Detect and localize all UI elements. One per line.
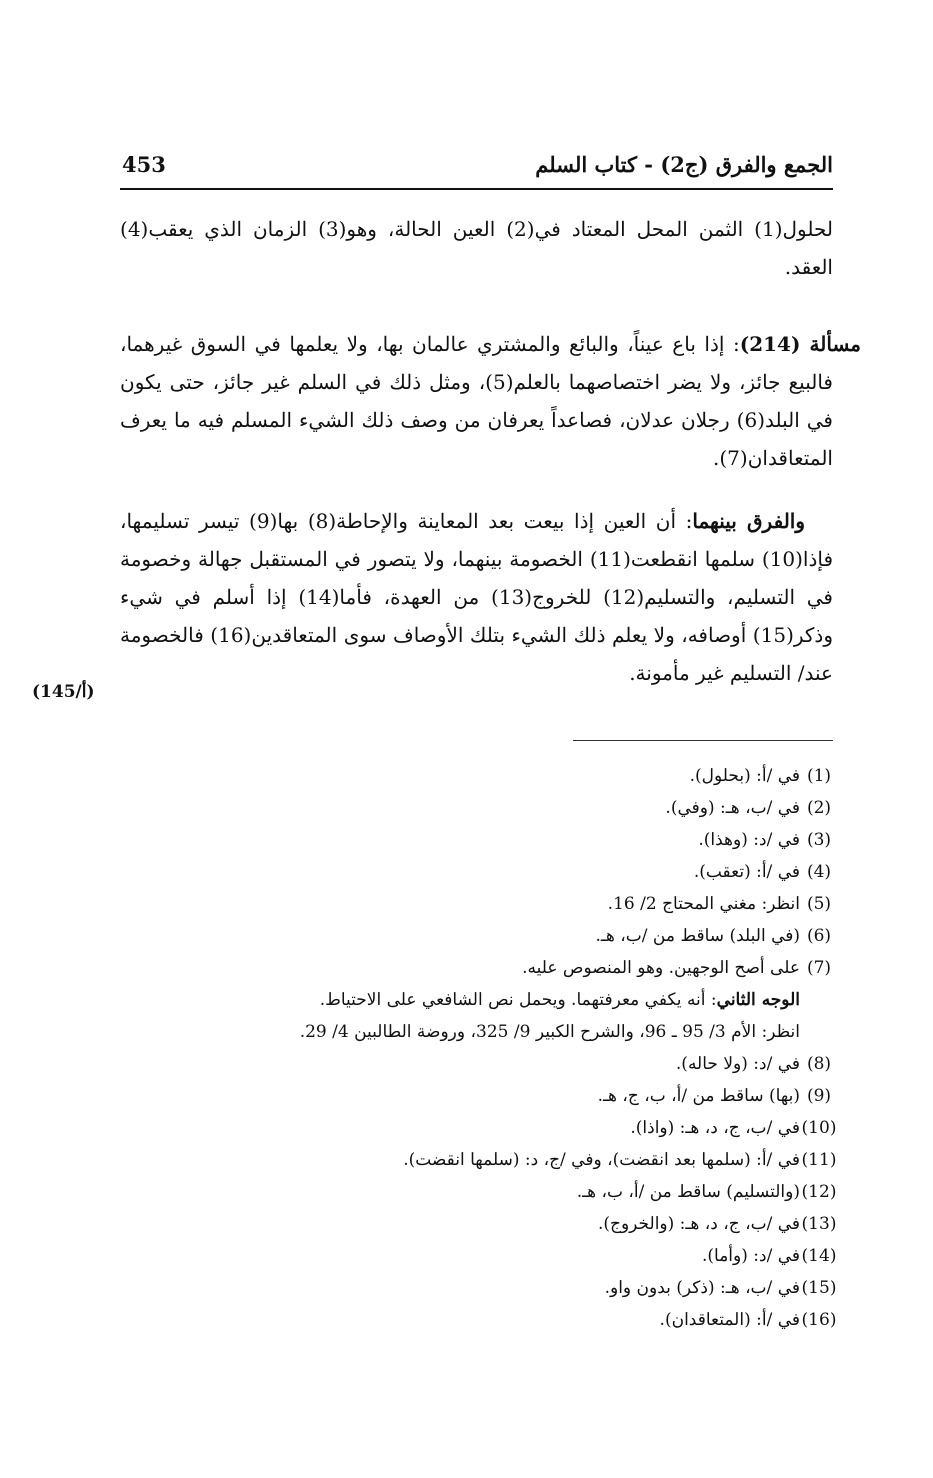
footnote-text [120,1144,800,1176]
difference-text: : أن العين إذا بيعت بعد المعاينة والإحاطة(8) بها(9) تيسر تسليمها، فإذا(10) سلمها انقطعت(11) الخصومة بينهما، ولا يتصور في المستقبل جهالة وخصومة في التسليم، والتسليم(12) للخروج(13) من العهدة، فأما(14) إذا أسلم في شيء وذكر(15) أوصافه، ولا يعلم ذلك الشيء بتلك الأوصاف سوى المتعاقدين(16) فالخصومة عند/ التسليم غير مأمونة. [120,509,833,685]
footnote-text [120,760,800,792]
footnote-number: (15) [801,1278,837,1298]
footnote [120,1112,838,1144]
footnote-number: (11) [801,1150,837,1170]
footnote-main-text: في /أ: (سلمها بعد انقضت)، وفي /ج، د: (سلمها انقضت). [403,1150,800,1170]
footnote-main-text: في /أ: (المتعاقدان). [659,1310,800,1330]
footnote-main-text: (بها) ساقط من /أ، ب، ج، هـ. [597,1086,800,1106]
footnote-number: (4) [806,862,832,882]
footnote [120,1240,838,1272]
footnote [120,1048,838,1080]
footnote-text [120,1304,800,1336]
paragraph-issue-214 [120,325,861,477]
footnote-number: (10) [801,1118,837,1138]
footnote [120,792,838,824]
page-number: 453 [122,152,166,177]
difference-label: والفرق بينهما [692,509,806,533]
footnote [120,856,838,888]
footnote-text [120,1048,800,1080]
footnote-main-text: في /أ: (بحلول). [689,766,800,786]
footnote-divider [573,740,833,741]
footnote [120,888,838,920]
footnote-main-text: انظر: مغني المحتاج 2/ 16. [607,894,800,914]
footnote-number: (14) [801,1246,837,1266]
footnote [120,920,838,952]
footnote-reference-line: انظر: الأم 3/ 95 ـ 96، والشرح الكبير 9/ 325، وروضة الطالبين 4/ 29. [299,1022,800,1042]
footnote [120,1144,838,1176]
footnote-number: (5) [806,894,832,914]
footnote-text [120,952,800,1048]
footnote-text [120,888,800,920]
footnote-text [120,1080,800,1112]
footnote-text [120,856,800,888]
footnote-subline [120,984,800,1016]
footnote-text [120,1208,800,1240]
footnote-main-text: في /ب، ج، د، هـ: (واذا). [630,1118,800,1138]
footnote-text [120,792,800,824]
footnote [120,824,838,856]
footnote-text [120,1112,800,1144]
footnote [120,1176,838,1208]
footnote-number: (13) [801,1214,837,1234]
footnote-number: (12) [801,1182,837,1202]
footnote-number: (7) [806,958,832,978]
footnote [120,1272,838,1304]
footnote-main-text: (في البلد) ساقط من /ب، هـ. [595,926,800,946]
issue-label: مسألة (214) [739,332,862,356]
running-header [120,148,833,190]
paragraph-difference [120,502,833,692]
running-title: الجمع والفرق (ج2) - كتاب السلم [535,152,833,177]
footnote-number: (6) [806,926,832,946]
footnote-main-text: في /ب، ج، د، هـ: (والخروج). [597,1214,800,1234]
footnote-number: (2) [806,798,832,818]
footnote-main-text: في /د: (وهذا). [698,830,800,850]
footnote-number: (3) [806,830,832,850]
footnote-text [120,920,800,952]
footnotes [120,760,838,1336]
footnote-main-text: في /ب، هـ: (ذكر) بدون واو. [604,1278,800,1298]
issue-text: : إذا باع عيناً، والبائع والمشتري عالمان بها، ولا يعلمها في السوق غيرهما، فالبيع جائز، ولا يضر اختصاصهما بالعلم(5)، ومثل ذلك في السلم غير جائز، حتى يكون في البلد(6) رجلان عدلان، فصاعداً يعرفان من وصف ذلك الشيء المسلم فيه ما يعرف المتعاقدان(7). [120,332,833,470]
footnote [120,1080,838,1112]
footnote-text [120,1240,800,1272]
footnote-main-text: في /د: (ولا حاله). [675,1054,800,1074]
footnote-main-text: في /أ: (تعقب). [693,862,800,882]
footnote-number: (16) [801,1310,837,1330]
footnote-number: (9) [806,1086,832,1106]
footnote-text [120,1176,800,1208]
footnote [120,1208,838,1240]
footnote-text [120,824,800,856]
footnote-sub-text: : أنه يكفي معرفتهما. ويحمل نص الشافعي على الاحتياط. [319,990,717,1010]
footnote-main-text: في /ب، هـ: (وفي). [665,798,800,818]
footnote-sub-label: الوجه الثاني [716,990,800,1010]
footnote [120,760,838,792]
footnote-number: (8) [806,1054,832,1074]
footnote [120,952,838,1048]
manuscript-folio-ref: (145/أ) [32,682,95,702]
footnote-main-text: (والتسليم) ساقط من /أ، ب، هـ. [576,1182,800,1202]
footnote-main-text: في /د: (وأما). [701,1246,800,1266]
footnote [120,1304,838,1336]
footnote-main-text: على أصح الوجهين. وهو المنصوص عليه. [522,958,800,978]
footnote-number: (1) [806,766,832,786]
paragraph-1: لحلول(1) الثمن المحل المعتاد في(2) العين الحالة، وهو(3) الزمان الذي يعقب(4) العقد. [120,217,833,279]
footnote-text [120,1272,800,1304]
